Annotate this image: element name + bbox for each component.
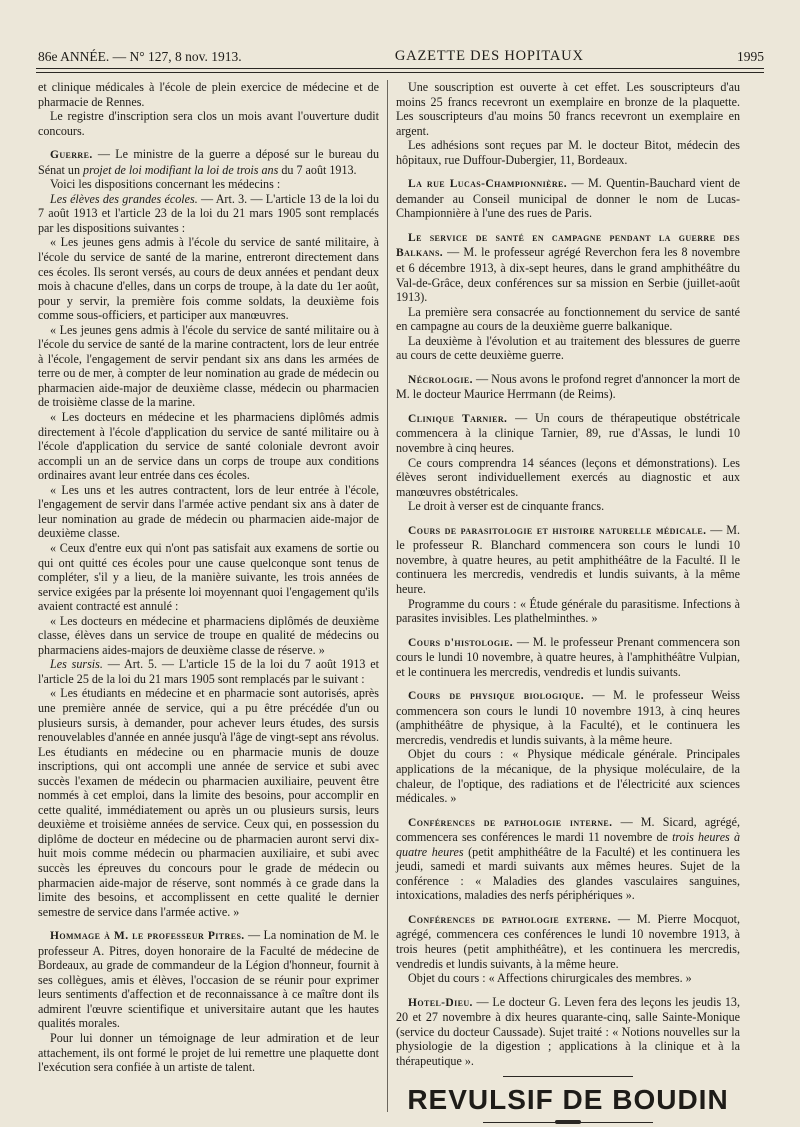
paragraph: Le registre d'inscription sera clos un mois avant l'ouverture dudit concours. <box>38 109 379 138</box>
column-divider <box>387 80 388 1112</box>
news-item-necrologie: Nécrologie. — Nous avons le profond regret d'annoncer la mort de M. le docteur Maurice Herrmann (de Reims). <box>396 371 740 402</box>
left-column <box>38 80 379 1075</box>
paragraph: « Les étudiants en médecine et en pharmacie sont autorisés, après une première année de service, qui a pu être précédée d'un ou plusieurs sursis, à demander, pour achever leurs études, des sursis renouvelables d'année en année jusqu'à l'âge de vingt-sept ans révolus. Les étudiants en médecine ou en pharmacie munis de douze inscriptions, qui ont accompli une année de service et subi avec succès l'examen de médecin ou pharmacien auxiliaire, peuvent être nommés à cet emploi, dans la limite des besoins, pour accomplir en cette qualité, immédiatement ou après un ou plusieurs sursis, leurs deuxième et troisième années de service. Ceux qui, en possession du diplôme de docteur en médecine ou de pharmacien auront servi dix-huit mois comme médecin ou pharmacien auxiliaire, et subi avec succès les épreuves du concours pour le grade de médecin ou pharmacien aide-major de réserve, sont nommés à ce grade dans la limite des besoins, et accomplissent en cette qualité le dernier semestre de service dans l'armée active. » <box>38 686 380 919</box>
section-heading: Hotel-Dieu. <box>408 996 473 1009</box>
section-heading: Hommage à M. le professeur Pitres. <box>50 930 245 943</box>
paragraph: « Les jeunes gens admis à l'école du service de santé militaire, à l'école du service de santé de la marine, entreront directement dans ces écoles. Ils seront versés, au cours de deux années et pendant deux mois à chacune d'elles, dans un corps de troupe, à la date du 1er août, pour y servir, la première fois comme soldats, la deuxième fois comme sous-officiers, et participer aux manœuvres. <box>38 235 379 323</box>
paragraph: et clinique médicales à l'école de plein exercice de médecine et de pharmacie de Rennes. <box>38 80 379 109</box>
section-heading: La rue Lucas-Championnière. <box>408 178 568 191</box>
section-heading: Cours de physique biologique. <box>408 690 584 703</box>
section-heading: Conférences de pathologie externe. <box>408 913 611 926</box>
news-item-balkans: Le service de santé en campagne pendant la guerre des Balkans. — M. le professeur agrégé Reverchon fera les 8 novembre et 6 décembre 1913, à dix-sept heures, dans le grand amphithéâtre du Val-de-Grâce, deux conférences sur sa mission en Serbie (juillet-août 1913). <box>396 231 740 305</box>
paragraph: Programme du cours : « Étude générale du parasitisme. Infections à parasites invisibles. Les plathelminthes. » <box>396 596 740 626</box>
header-rule-thick <box>36 68 764 69</box>
news-item-guerre: Guerre. — Le ministre de la guerre a déposé sur le bureau du Sénat un projet de loi modifiant la loi de trois ans du 7 août 1913. <box>38 147 379 177</box>
paragraph: Les sursis. — Art. 5. — L'article 15 de la loi du 7 août 1913 et l'article 25 de la loi du 21 mars 1905 sont remplacés par le suivant : <box>38 657 379 686</box>
banner-rule-ornament <box>483 1119 653 1127</box>
paragraph: « Les uns et les autres contractent, lors de leur entrée à l'école, l'engagement de servir dans l'armée active pendant six ans à dater de leur nomination au grade de médecin ou pharmacien aide-major de deuxième classe. <box>38 482 379 541</box>
news-item-hotel-dieu: Hotel-Dieu. — Le docteur G. Leven fera des leçons les jeudis 13, 20 et 27 novembre à dix heures quarante-cinq, salle Sainte-Monique (service du docteur Caussade). Sujet traité : « Notions nouvelles sur la physiologie de la digestion ; applications à la clinique et à la thérapeutique ». <box>396 994 740 1068</box>
news-item-parasitologie: Cours de parasitologie et histoire naturelle médicale. — M. le professeur R. Blanchard commencera son cours le lundi 10 novembre, à quatre heures, au petit amphithéâtre de la Faculté. Il le continuera les mercredis, vendredis et lundis suivants, à la même heure. <box>396 522 740 596</box>
paragraph: La première sera consacrée au fonctionnement du service de santé en campagne au cours de la deuxième guerre balkanique. <box>396 304 740 334</box>
right-column <box>396 80 740 1127</box>
paragraph: « Ceux d'entre eux qui n'ont pas satisfait aux examens de sortie ou qui ont quitté ces écoles pour une cause quelconque sont tenus de compléter, s'il y a lieu, de la manière suivante, les trois années de service exigées par la présente loi moyennant quoi l'engagement qu'ils avaient contracté est annulé : <box>38 540 379 614</box>
paragraph: « Les docteurs en médecine et pharmaciens diplômés de deuxième classe, élèves dans un service de troupe en qualité de médecins ou pharmaciens aides-majors de deuxième classe de réserve. » <box>38 613 379 657</box>
advertisement-banner: REVULSIF DE BOUDIN <box>407 1084 729 1116</box>
news-item-pitres: Hommage à M. le professeur Pitres. — La nomination de M. le professeur A. Pitres, doyen honoraire de la Faculté de médecine de Bordeaux, au grade de commandeur de la Légion d'honneur, fournit à ses collègues, amis et élèves, l'occasion de se réunir pour exprimer leurs sentiments d'affection et de reconnaissance à ce maître dont ils admirent l'œuvre scientifique et universitaire autant que les hautes qualités morales. <box>38 928 380 1031</box>
section-heading: Le service de santé en campagne pendant la guerre des Balkans. <box>396 231 740 260</box>
paragraph: « Les jeunes gens admis à l'école du service de santé militaire ou à l'école du service de santé de la marine contractent, lors de leur entrée à l'école, l'engagement de servir pendant six ans dans les armées de terre ou de mer, à compter de leur nomination au grade de médecin ou pharmacien aide-major de deuxième classe, médecin ou pharmacien de troisième classe de la marine. <box>38 322 379 410</box>
paragraph: Les élèves des grandes écoles. — Art. 3. — L'article 13 de la loi du 7 août 1913 et l'article 23 de la loi du 21 mars 1905 sont remplacés par les dispositions suivantes : <box>38 191 379 235</box>
journal-title: GAZETTE DES HOPITAUX <box>394 48 584 64</box>
paragraph: La deuxième à l'évolution et au traitement des blessures de guerre au cours de cette deuxième guerre. <box>396 333 740 363</box>
news-item-pathologie-externe: Conférences de pathologie externe. — M. Pierre Mocquot, agrégé, commencera ces conférences le lundi 10 novembre 1913, à trois heures (petit amphithéâtre), et les continuera les mercredis, vendredis et lundis suivants, à la même heure. <box>396 911 740 971</box>
paragraph: Pour lui donner un témoignage de leur admiration et de leur attachement, ils ont formé le projet de lui remettre une plaquette dont l'exécution sera confiée à un artiste de talent. <box>38 1031 379 1075</box>
issue-info: 86e ANNÉE. — N° 127, 8 nov. 1913. <box>38 49 242 64</box>
header-rule-thin <box>36 72 764 73</box>
paragraph: Objet du cours : « Affections chirurgicales des membres. » <box>408 971 692 986</box>
paragraph: Voici les dispositions concernant les médecins : <box>50 177 281 192</box>
section-heading: Conférences de pathologie interne. <box>408 816 613 829</box>
paragraph: « Les docteurs en médecine et les pharmaciens diplômés admis directement à l'école d'application du service de santé militaire ou à l'école d'application du service de santé coloniale devront avoir accompli un an de service dans un corps de troupe aux conditions ordinaires avant leur entrée dans ces écoles. <box>38 410 379 483</box>
news-item-lucas: La rue Lucas-Championnière. — M. Quentin-Bauchard vient de demander au Conseil municipal de donner le nom de Lucas-Championnière à l'une des rues de Paris. <box>396 176 740 221</box>
section-heading: Cours de parasitologie et histoire naturelle médicale. <box>408 524 707 537</box>
paragraph: Objet du cours : « Physique médicale générale. Principales applications de la mécanique, de la physique moléculaire, de la chaleur, de l'optique, des radiations et de l'électricité aux sciences médicales. » <box>396 747 740 806</box>
page-header <box>38 41 764 65</box>
news-item-histologie: Cours d'histologie. — M. le professeur Prenant commencera son cours le lundi 10 novembre, à quatre heures, à l'amphithéâtre Vulpian, et le continuera les mercredis, vendredis et lundis suivants. <box>396 634 740 679</box>
news-item-tarnier: Clinique Tarnier. — Un cours de thérapeutique obstétricale commencera à la clinique Tarnier, 89, rue d'Assas, le lundi 10 novembre à cinq heures. <box>396 410 740 456</box>
section-heading: Nécrologie. <box>408 373 473 386</box>
section-heading: Clinique Tarnier. <box>408 412 508 425</box>
section-heading: Guerre. <box>50 149 93 162</box>
banner-rule-top <box>503 1076 633 1077</box>
paragraph: Le droit à verser est de cinquante francs. <box>408 499 605 514</box>
paragraph: Une souscription est ouverte à cet effet. Les souscripteurs d'au moins 25 francs recevront un exemplaire en bronze de la plaquette. Les souscripteurs d'au moins 50 francs recevront un exemplaire en argent. <box>396 80 740 138</box>
paragraph: Ce cours comprendra 14 séances (leçons et démonstrations). Les élèves seront individuellement exercés au diagnostic et aux manœuvres obstétricales. <box>396 455 740 499</box>
page-number: 1995 <box>737 49 764 64</box>
news-item-physique: Cours de physique biologique. — M. le professeur Weiss commencera son cours le lundi 10 novembre 1913, à cinq heures (amphithéâtre de physique, à la Faculté), et le continuera les mercredis, vendredis et lundis suivants, à la même heure. <box>396 688 740 747</box>
section-heading: Cours d'histologie. <box>408 636 514 649</box>
news-item-pathologie-interne: Conférences de pathologie interne. — M. Sicard, agrégé, commencera ses conférences le mardi 11 novembre de trois heures à quatre heures (petit amphithéâtre de la Faculté) et les continuera les jeudi, samedi et mardi suivants aux mêmes heures. Sujet de la conférence : « Maladies des glandes vasculaires sanguines, intoxications, maladies des nerfs périphériques ». <box>396 814 740 903</box>
paragraph: Les adhésions sont reçues par M. le docteur Bitot, médecin des hôpitaux, rue Duffour-Dubergier, 11, Bordeaux. <box>396 138 740 167</box>
